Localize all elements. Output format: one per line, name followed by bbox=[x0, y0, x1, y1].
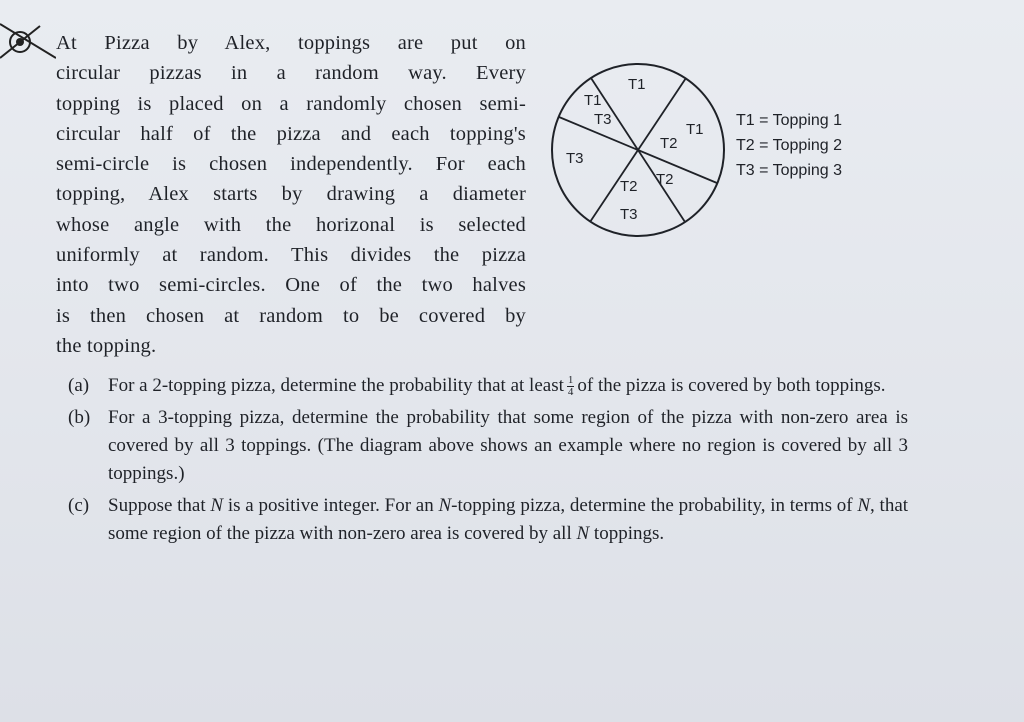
diagram-label: T3 bbox=[620, 206, 638, 223]
part-label: (c) bbox=[68, 495, 90, 516]
fraction-numerator: 1 bbox=[567, 374, 574, 387]
variable-n: N bbox=[857, 495, 871, 516]
intro-line: At Pizza by Alex, toppings are put on bbox=[56, 32, 526, 54]
intro-line: is then chosen at random to be covered by bbox=[56, 304, 526, 327]
intro-line: semi-circle is chosen independently. For each bbox=[56, 153, 526, 176]
intro-line: into two semi-circles. One of the two halves bbox=[56, 274, 526, 297]
text-run: toppings. bbox=[593, 523, 665, 544]
intro-line: uniformly at random. This divides the pizza bbox=[56, 244, 526, 267]
part-a-text-end: of the pizza is covered by both toppings. bbox=[577, 375, 886, 396]
diagram-label: T1 bbox=[686, 121, 704, 138]
problem-parts bbox=[68, 372, 908, 552]
part-text bbox=[108, 372, 908, 400]
variable-n: N bbox=[576, 523, 590, 544]
text-run: is a positive integer. For an bbox=[227, 495, 434, 516]
corner-stamp-icon bbox=[0, 18, 56, 74]
diagram-label: T2 bbox=[660, 135, 678, 152]
intro-line: topping is placed on a randomly chosen semi- bbox=[56, 92, 526, 115]
part-a-text-start: For a 2-topping pizza, determine the probability that at least bbox=[108, 375, 564, 396]
legend-item: T3 = Topping 3 bbox=[736, 162, 843, 179]
diagram-label: T2 bbox=[620, 178, 638, 195]
fraction-one-quarter bbox=[567, 375, 575, 398]
diagram-label: T3 bbox=[594, 111, 612, 128]
fraction-denominator: 4 bbox=[567, 386, 574, 399]
diagram-label: T3 bbox=[566, 150, 584, 167]
part-text: For a 3-topping pizza, determine the probability that some region of the pizza with non-zero area is covered by all 3 toppings. (The diagram above shows an example where no region is covered by all 3 toppings.) bbox=[108, 407, 908, 484]
pizza-diagram bbox=[548, 60, 728, 240]
part-label: (a) bbox=[68, 375, 90, 396]
intro-line: the topping. bbox=[56, 334, 157, 357]
text-run: , that some region of the pizza with non-zero area is covered by all bbox=[108, 495, 909, 544]
intro-line: circular pizzas in a random way. Every bbox=[56, 62, 526, 85]
diagram-label: T1 bbox=[584, 92, 602, 109]
part-text bbox=[108, 492, 908, 548]
part-c bbox=[68, 492, 908, 548]
diagram-label: T1 bbox=[628, 76, 646, 93]
variable-n: N bbox=[210, 495, 224, 516]
legend-item: T1 = Topping 1 bbox=[736, 112, 843, 129]
text-run: -topping pizza, determine the probability, in terms of bbox=[451, 495, 853, 516]
part-label: (b) bbox=[68, 407, 91, 428]
legend-item: T2 = Topping 2 bbox=[736, 137, 843, 154]
text-run: Suppose that bbox=[108, 495, 206, 516]
problem-intro bbox=[56, 28, 526, 361]
intro-line: whose angle with the horizonal is selected bbox=[56, 213, 526, 236]
part-b bbox=[68, 404, 908, 488]
intro-line: circular half of the pizza and each topping's bbox=[56, 122, 526, 145]
intro-line: topping, Alex starts by drawing a diameter bbox=[56, 183, 526, 206]
variable-n: N bbox=[438, 495, 452, 516]
diagram-label: T2 bbox=[656, 171, 674, 188]
part-a bbox=[68, 372, 908, 400]
diagram-legend bbox=[736, 108, 842, 183]
